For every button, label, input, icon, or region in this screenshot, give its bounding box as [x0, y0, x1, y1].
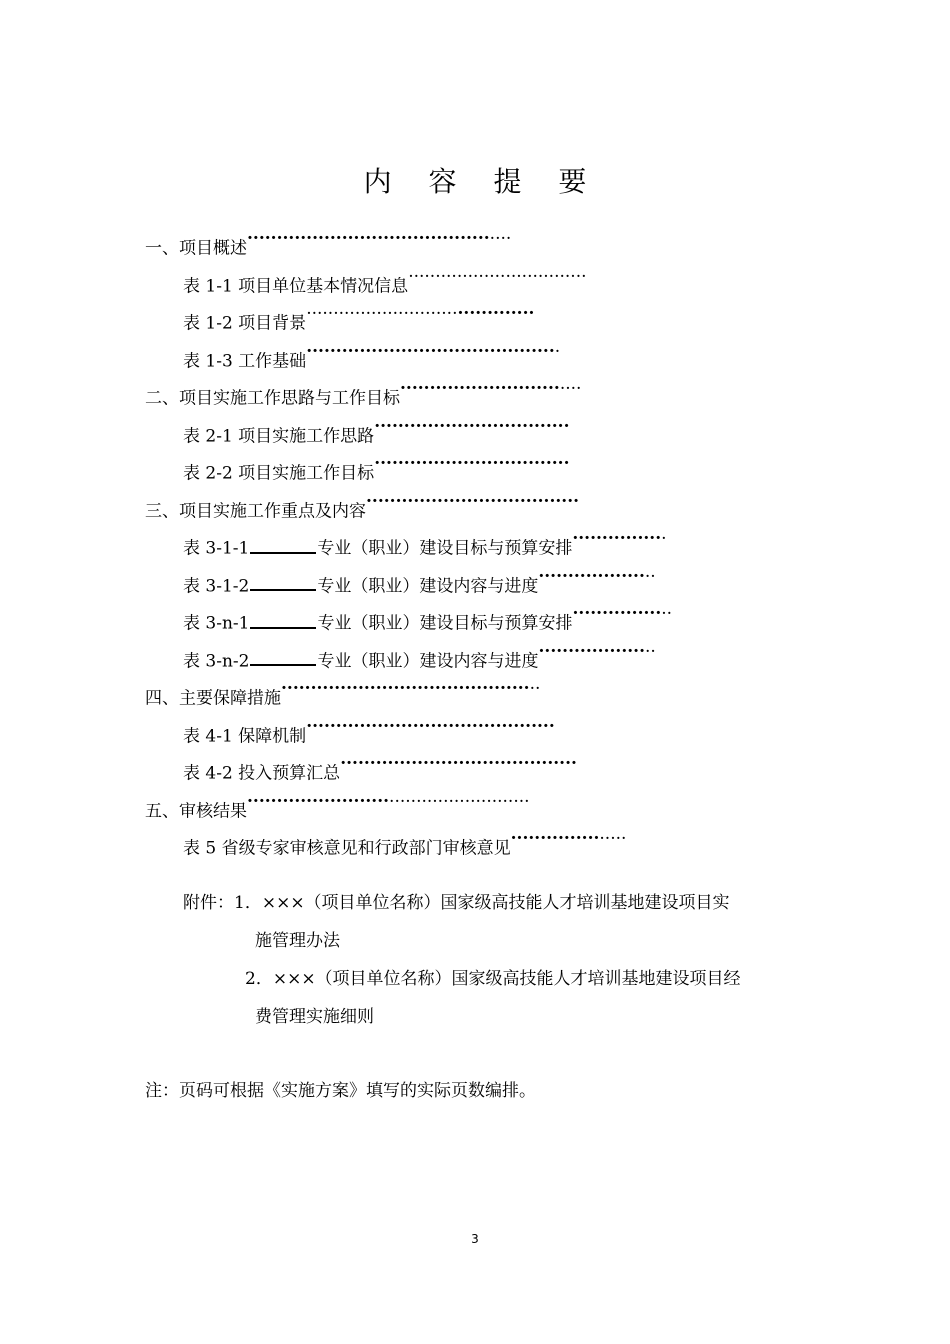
toc-label: 表 1-2 项目背景 [183, 313, 307, 334]
toc-leader: ................................. [374, 411, 570, 432]
toc-leader: ......................................... [247, 224, 490, 244]
toc-label: 五、审核结果 [145, 801, 247, 821]
toc-item[interactable] [0, 704, 950, 746]
attachment-number: 2． [245, 969, 273, 989]
attachments-section [0, 884, 950, 1036]
toc-label: 表 2-1 项目实施工作思路 [183, 426, 375, 446]
attachment-title: ×××（项目单位名称）国家级高技能人才培训基地建设项目实 [261, 893, 730, 913]
toc-leader-tail: .... [489, 224, 512, 244]
attachment-item-2-continued [0, 998, 950, 1036]
toc-leader: ................................. [374, 449, 570, 469]
toc-item[interactable] [0, 291, 950, 334]
toc-leader: .......................................... [281, 674, 530, 694]
toc-label-suffix: 专业（职业）建设内容与进度 [317, 651, 539, 671]
toc-leader: ............... [572, 599, 662, 619]
toc-label-suffix: 专业（职业）建设内容与进度 [317, 576, 539, 596]
toc-item[interactable] [0, 516, 950, 559]
toc-leader: ............... [510, 824, 600, 844]
toc-label: 一、项目概述 [145, 238, 247, 259]
toc-item[interactable] [0, 779, 950, 821]
fill-in-blank[interactable] [250, 613, 316, 629]
toc-label-suffix: 专业（职业）建设目标与预算安排 [317, 538, 573, 559]
toc-label: 表 5 省级专家审核意见和行政部门审核意见 [183, 838, 511, 859]
toc-leader: .................. [538, 561, 645, 582]
toc-leader-tail: .. [529, 674, 541, 694]
attachment-number: 1． [234, 893, 262, 913]
toc-item[interactable] [0, 441, 950, 484]
toc-label: 三、项目实施工作重点及内容 [145, 501, 366, 521]
toc-leader: ............... [572, 524, 662, 544]
toc-item[interactable] [0, 254, 950, 296]
toc-leader: .......................................... [306, 336, 555, 357]
toc-label: 四、主要保障措施 [145, 688, 281, 709]
toc-leader: ............................ [306, 299, 458, 319]
toc-item[interactable] [0, 591, 950, 634]
toc-label: 表 4-1 保障机制 [183, 726, 307, 746]
toc-leader-tail: ..... [599, 824, 627, 844]
toc-label-prefix: 表 3-1-2 [183, 576, 250, 596]
page-number: 3 [471, 1232, 479, 1246]
toc-item[interactable] [0, 741, 950, 784]
toc-item[interactable] [0, 216, 950, 259]
attachment-title: ×××（项目单位名称）国家级高技能人才培训基地建设项目经 [272, 969, 741, 989]
toc-leader: .......................................... [306, 711, 555, 732]
page-note: 注：页码可根据《实施方案》填写的实际页数编排。 [145, 1081, 536, 1101]
toc-label: 表 4-2 投入预算汇总 [183, 763, 341, 784]
attachments-prefix: 附件： [183, 893, 234, 913]
toc-leader: .................................... [366, 486, 580, 507]
toc-label: 二、项目实施工作思路与工作目标 [145, 388, 400, 409]
toc-leader-tail: ............. [457, 299, 535, 319]
toc-label-prefix: 表 3-n-2 [183, 651, 250, 671]
fill-in-blank[interactable] [250, 650, 316, 666]
toc-leader-tail: . [554, 336, 561, 357]
toc-leader-tail: .... [559, 374, 582, 394]
toc-item[interactable] [0, 404, 950, 446]
attachment-item-1-continued [0, 922, 950, 960]
toc-item[interactable] [0, 816, 950, 859]
page-title: 内 容 提 要 [363, 165, 601, 198]
fill-in-blank[interactable] [250, 575, 316, 591]
toc-leader-tail: .. [661, 599, 673, 619]
toc-item[interactable] [0, 366, 950, 409]
toc-item[interactable] [0, 666, 950, 709]
toc-label: 表 1-1 项目单位基本情况信息 [183, 276, 409, 296]
attachment-item-1 [0, 884, 950, 922]
attachment-title-continued: 施管理办法 [255, 931, 340, 951]
fill-in-blank[interactable] [250, 538, 316, 554]
toc-leader-tail: .. [644, 561, 656, 582]
toc-leader-tail: .. [645, 636, 656, 657]
toc-leader: ........................ [247, 786, 390, 807]
toc-leader-tail: . [661, 524, 667, 544]
toc-leader: ........................... [400, 374, 560, 394]
toc-item[interactable] [0, 329, 950, 371]
toc-leader-tail: ................................. [408, 261, 587, 282]
toc-label-prefix: 表 3-n-1 [183, 613, 250, 634]
toc-leader: ........................................ [340, 749, 577, 769]
toc-label-suffix: 专业（职业）建设目标与预算安排 [317, 613, 573, 634]
attachment-title-continued: 费管理实施细则 [255, 1007, 374, 1027]
toc-label-prefix: 表 3-1-1 [183, 538, 250, 559]
toc-leader-tail: .......................... [389, 786, 530, 807]
toc-item[interactable] [0, 479, 950, 521]
table-of-contents [0, 216, 950, 859]
attachment-item-2 [0, 960, 950, 998]
toc-item[interactable] [0, 629, 950, 671]
toc-label: 表 2-2 项目实施工作目标 [183, 463, 375, 484]
toc-leader: .................. [538, 636, 646, 657]
toc-item[interactable] [0, 554, 950, 596]
toc-label: 表 1-3 工作基础 [183, 351, 307, 371]
